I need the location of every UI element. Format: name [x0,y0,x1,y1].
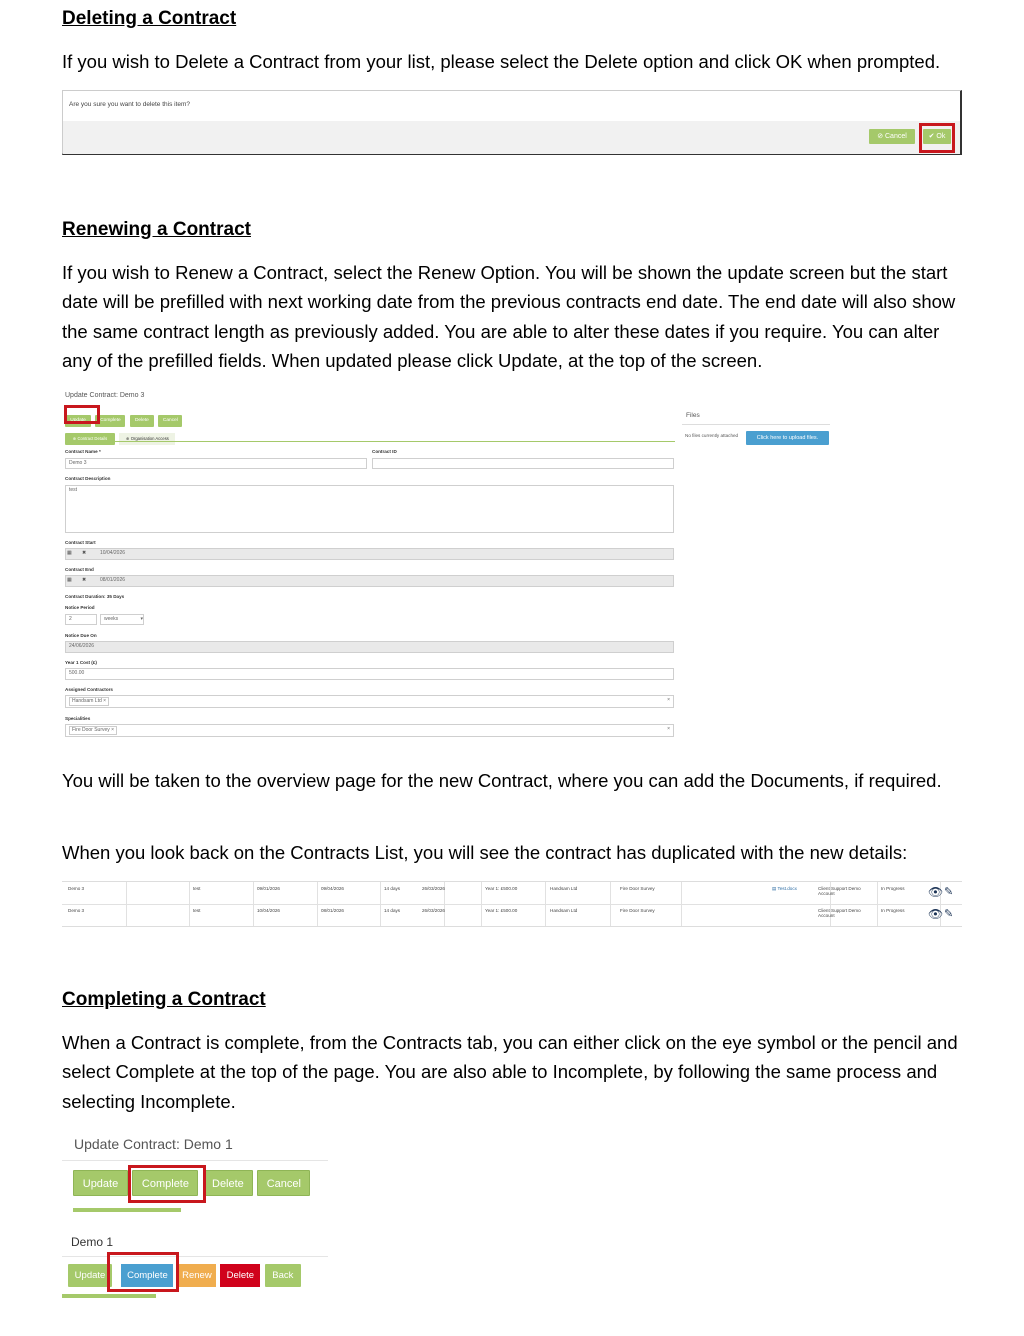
contractors-input[interactable] [65,695,674,708]
cancel-button[interactable]: Cancel [257,1170,310,1196]
complete-update-title: Update Contract: Demo 1 [74,1136,233,1152]
back-button[interactable]: Back [265,1264,301,1287]
specialities-input[interactable] [65,724,674,737]
end-label: Contract End [65,567,94,572]
ok-highlight [919,123,955,153]
cell-client: Client Support Demo Account [818,908,861,918]
renew-heading: Renewing a Contract [62,219,251,240]
cell-speciality: Fire Door Survey [620,886,655,891]
upload-button[interactable]: Click here to upload files. [746,431,829,445]
clear-icon[interactable]: × [667,726,670,732]
cancel-button[interactable]: Cancel [158,415,182,427]
contracts-table [62,881,962,927]
update-form-title: Update Contract: Demo 3 [65,392,145,399]
cell-name: Demo 3 [68,886,85,891]
notice-input[interactable]: 2 [65,614,97,625]
ok-button[interactable]: ✔ Ok [923,129,951,144]
complete-overview-title: Demo 1 [71,1235,114,1249]
speciality-tag[interactable]: Fire Door Survey × [69,726,117,735]
complete-heading: Completing a Contract [62,989,266,1010]
cell-contractor: Handsam Ltd [550,886,578,891]
delete-button[interactable]: Delete [220,1264,260,1287]
delete-dialog-message: Are you sure you want to delete this item? [69,101,191,108]
due-date-input: 24/06/2026 [65,641,674,653]
clear-icon[interactable]: ✖ [82,577,87,583]
complete-update-screenshot [62,1130,332,1220]
calendar-icon[interactable]: ▦ [67,550,72,556]
specialities-label: Specialities [65,716,91,721]
complete-highlight [128,1165,206,1203]
cell-due: 26/03/2026 [422,886,445,891]
description-textarea[interactable]: test [65,485,674,533]
cell-end: 09/04/2026 [321,886,344,891]
tab-contract-details[interactable]: ⊕ Contract Details [65,433,115,445]
cancel-button[interactable]: ⊘ Cancel [869,129,915,144]
cell-status: In Progress [881,886,905,891]
complete-button[interactable]: Complete [121,1264,173,1287]
file-icon: ▤ [772,886,777,891]
eye-icon[interactable]: 👁 [928,907,944,921]
renew-paragraph: If you wish to Renew a Contract, select the Renew Option. You will be shown the update screen but the start date will be prefilled with next working date from the previous contracts end date. The end date will also show the same contract length as previously added. You are able to alter these dates if you require. You can alter any of the prefilled fields. When updated please click Update, at the top of the screen. [62,262,956,371]
update-button[interactable]: Update [68,1264,112,1287]
contract-name-label: Contract Name * [65,449,101,454]
cell-start: 10/04/2026 [257,908,280,913]
start-date-input[interactable]: 10/04/2026 [65,548,674,560]
pencil-icon[interactable]: ✎ [944,908,954,920]
cell-due: 26/03/2026 [422,908,445,913]
delete-dialog [62,90,962,155]
due-label: Notice Due On [65,633,97,638]
clear-icon[interactable]: ✖ [82,550,87,556]
cell-status: In Progress [881,908,905,913]
delete-heading: Deleting a Contract [62,8,237,29]
complete-highlight [107,1252,179,1292]
contract-id-label: Contract ID [372,449,397,454]
contract-name-input[interactable]: Demo 3 [65,458,367,469]
contract-id-input[interactable] [372,458,674,469]
cell-cost: Year 1: £500.00 [485,908,518,913]
chevron-down-icon: ▾ [140,616,143,622]
cell-cost: Year 1: £500.00 [485,886,518,891]
cost-label: Year 1 Cost (£) [65,660,97,665]
files-title: Files [686,412,700,419]
complete-button[interactable]: Complete [95,415,125,427]
update-button[interactable]: Update [65,415,91,427]
delete-paragraph: If you wish to Delete a Contract from your list, please select the Delete option and click OK when prompted. [62,51,941,72]
notice-unit-select[interactable]: weeks ▾ [100,614,144,625]
update-highlight [64,405,100,424]
cell-notice: 14 days [384,886,401,891]
complete-overview-screenshot [62,1228,332,1303]
cell-end: 08/01/2026 [321,908,344,913]
renew-button[interactable]: Renew [178,1264,216,1287]
description-label: Contract Description [65,476,111,481]
delete-button[interactable]: Delete [203,1170,253,1196]
complete-paragraph: When a Contract is complete, from the Contracts tab, you can either click on the eye symbol or the pencil and select Complete at the top of the page. You are also able to Incomplete, by following the same process and selecting Incomplete. [62,1032,958,1112]
cost-input[interactable]: 500.00 [65,668,674,680]
document-link[interactable]: ▤ Test.docx [772,886,797,891]
update-form-screenshot [62,388,832,748]
complete-button[interactable]: Complete [132,1170,198,1196]
delete-button[interactable]: Delete [130,415,154,427]
update-button[interactable]: Update [73,1170,128,1196]
tab-organisation-access[interactable]: ⊕ Organisation Access [119,433,175,445]
start-label: Contract Start [65,540,96,545]
cell-desc: test [193,886,201,891]
cell-contractor: Handsam Ltd [550,908,578,913]
end-date-input[interactable]: 08/01/2026 [65,575,674,587]
cell-name: Demo 3 [68,908,85,913]
duration-text: Contract Duration: 35 Days [65,594,125,599]
cell-speciality: Fire Door Survey [620,908,655,913]
cell-desc: test [193,908,201,913]
pencil-icon[interactable]: ✎ [944,886,954,898]
overview-paragraph: You will be taken to the overview page for the new Contract, where you can add the Documents, if required. [62,770,942,791]
cell-notice: 14 days [384,908,401,913]
clear-icon[interactable]: × [667,697,670,703]
notice-label: Notice Period [65,605,95,610]
contractors-label: Assigned Contractors [65,687,113,692]
list-paragraph: When you look back on the Contracts List, you will see the contract has duplicated with the new details: [62,842,908,863]
cell-start: 09/01/2026 [257,886,280,891]
no-files-text: No files currently attached [685,433,739,438]
contractor-tag[interactable]: Handsam Ltd × [69,697,109,706]
eye-icon[interactable]: 👁 [928,885,944,899]
cell-client: Client Support Demo Account [818,886,861,896]
calendar-icon[interactable]: ▦ [67,577,72,583]
